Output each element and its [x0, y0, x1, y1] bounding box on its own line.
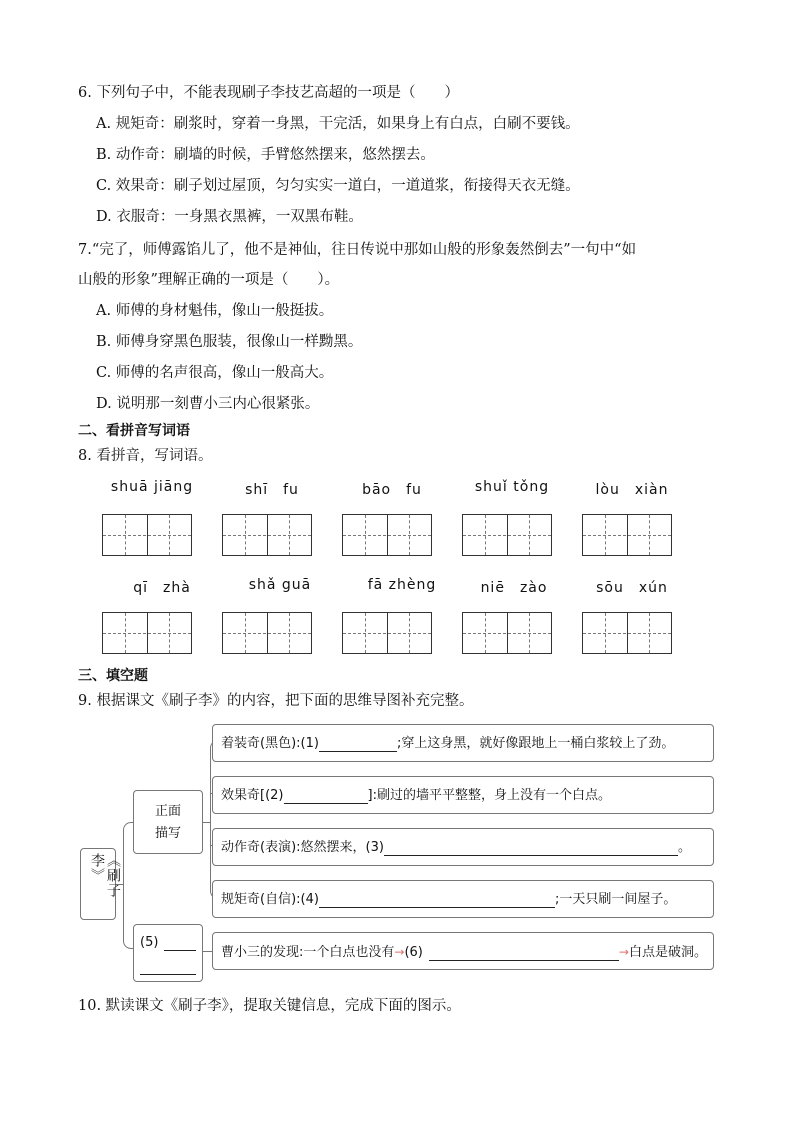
q7-option-a: A. 师傅的身材魁伟，像山一般挺拔。: [96, 303, 334, 319]
item4-prefix: 规矩奇(自信):(4): [221, 892, 319, 907]
pinyin-10: sōu xún: [596, 580, 668, 596]
pinyin-3: bāo fu: [362, 482, 422, 498]
pinyin-9: niē zào: [480, 580, 548, 596]
blank-6[interactable]: [429, 946, 619, 961]
mind-map-root: [80, 848, 121, 920]
item3-suffix: 。: [677, 840, 691, 855]
section2-title: 二、看拼音写词语: [78, 423, 190, 439]
q7-option-b: B. 师傅身穿黑色服装，很像山一样黝黑。: [96, 334, 363, 350]
blank-5a[interactable]: [164, 936, 196, 951]
q7-option-d: D. 说明那一刻曹小三内心很紧张。: [96, 396, 320, 412]
q6-option-a: A. 规矩奇：刷浆时，穿着一身黑，干完活，如果身上有白点，白刷不要钱。: [96, 116, 580, 132]
writing-box[interactable]: [102, 514, 192, 556]
q6-option-b: B. 动作奇：刷墙的时候，手臂悠然摆来，悠然摆去。: [96, 147, 435, 163]
item-discovery: [212, 932, 714, 970]
item-clothing: [212, 724, 714, 762]
arrow-right-icon: →: [618, 945, 629, 959]
q8-stem: 8. 看拼音，写词语。: [78, 448, 213, 464]
item1-prefix: 着装奇(黑色):(1): [221, 736, 319, 751]
blank-2[interactable]: [284, 789, 368, 804]
item-action: [212, 828, 714, 866]
pinyin-8: fā zhèng: [367, 577, 437, 593]
q9-stem: 9. 根据课文《刷子李》的内容，把下面的思维导图补充完整。: [78, 693, 474, 709]
blank-4[interactable]: [319, 893, 555, 908]
pinyin-6: qī zhà: [133, 580, 191, 596]
q6-stem: 6. 下列句子中，不能表现刷子李技艺高超的一项是（ ）: [78, 85, 459, 101]
branch-5: [133, 924, 203, 982]
item2-prefix: 效果奇[(2): [221, 788, 284, 803]
writing-box[interactable]: [342, 612, 432, 654]
blank-3[interactable]: [384, 841, 678, 856]
item-rules: [212, 880, 714, 918]
q10-stem: 10. 默读课文《刷子李》，提取关键信息，完成下面的图示。: [78, 998, 461, 1014]
writing-box[interactable]: [102, 612, 192, 654]
arrow-right-icon: →: [394, 945, 405, 959]
writing-box[interactable]: [462, 514, 552, 556]
root-label: 《刷子李》: [89, 853, 121, 898]
writing-box[interactable]: [582, 514, 672, 556]
writing-box[interactable]: [222, 612, 312, 654]
q6-option-d: D. 衣服奇：一身黑衣黑裤，一双黑布鞋。: [96, 209, 363, 225]
branch-positive-description: [133, 790, 203, 854]
item5-suffix: 白点是破洞。: [628, 945, 707, 960]
blank-1[interactable]: [319, 737, 397, 752]
q7-option-c: C. 师傅的名声很高，像山一般高大。: [96, 365, 334, 381]
item4-suffix: ;一天只刷一间屋子。: [554, 892, 677, 907]
item2-suffix: ]:刷过的墙平平整整，身上没有一个白点。: [367, 788, 611, 803]
writing-box[interactable]: [342, 514, 432, 556]
section3-title: 三、填空题: [78, 668, 148, 684]
item-effect: [212, 776, 714, 814]
pinyin-4: shuǐ tǒng: [474, 479, 550, 495]
item3-prefix: 动作奇(表演):悠然摆来，(3): [221, 840, 384, 855]
branch1-label: 正面 描写: [154, 804, 181, 841]
writing-box[interactable]: [462, 612, 552, 654]
q7-stem-line2: 山般的形象”理解正确的一项是（ ）。: [78, 272, 340, 288]
pinyin-2: shī fu: [245, 482, 299, 498]
item5-mid: (6): [404, 945, 423, 960]
q7-stem-line1: 7.“完了，师傅露馅儿了，他不是神仙，往日传说中那如山般的形象轰然倒去”一句中“如: [78, 242, 637, 258]
pinyin-5: lòu xiàn: [595, 482, 669, 498]
pinyin-7: shǎ guā: [248, 577, 312, 593]
item5-prefix: 曹小三的发现:一个白点也没有: [221, 945, 395, 960]
branch2-label: (5): [140, 935, 159, 950]
blank-5b[interactable]: [140, 960, 196, 975]
q6-option-c: C. 效果奇：刷子划过屋顶，匀匀实实一道白，一道道浆，衔接得天衣无缝。: [96, 178, 580, 194]
item1-suffix: ;穿上这身黑，就好像跟地上一桶白浆较上了劲。: [396, 736, 675, 751]
pinyin-1: shuā jiāng: [110, 479, 194, 495]
writing-box[interactable]: [222, 514, 312, 556]
writing-box[interactable]: [582, 612, 672, 654]
